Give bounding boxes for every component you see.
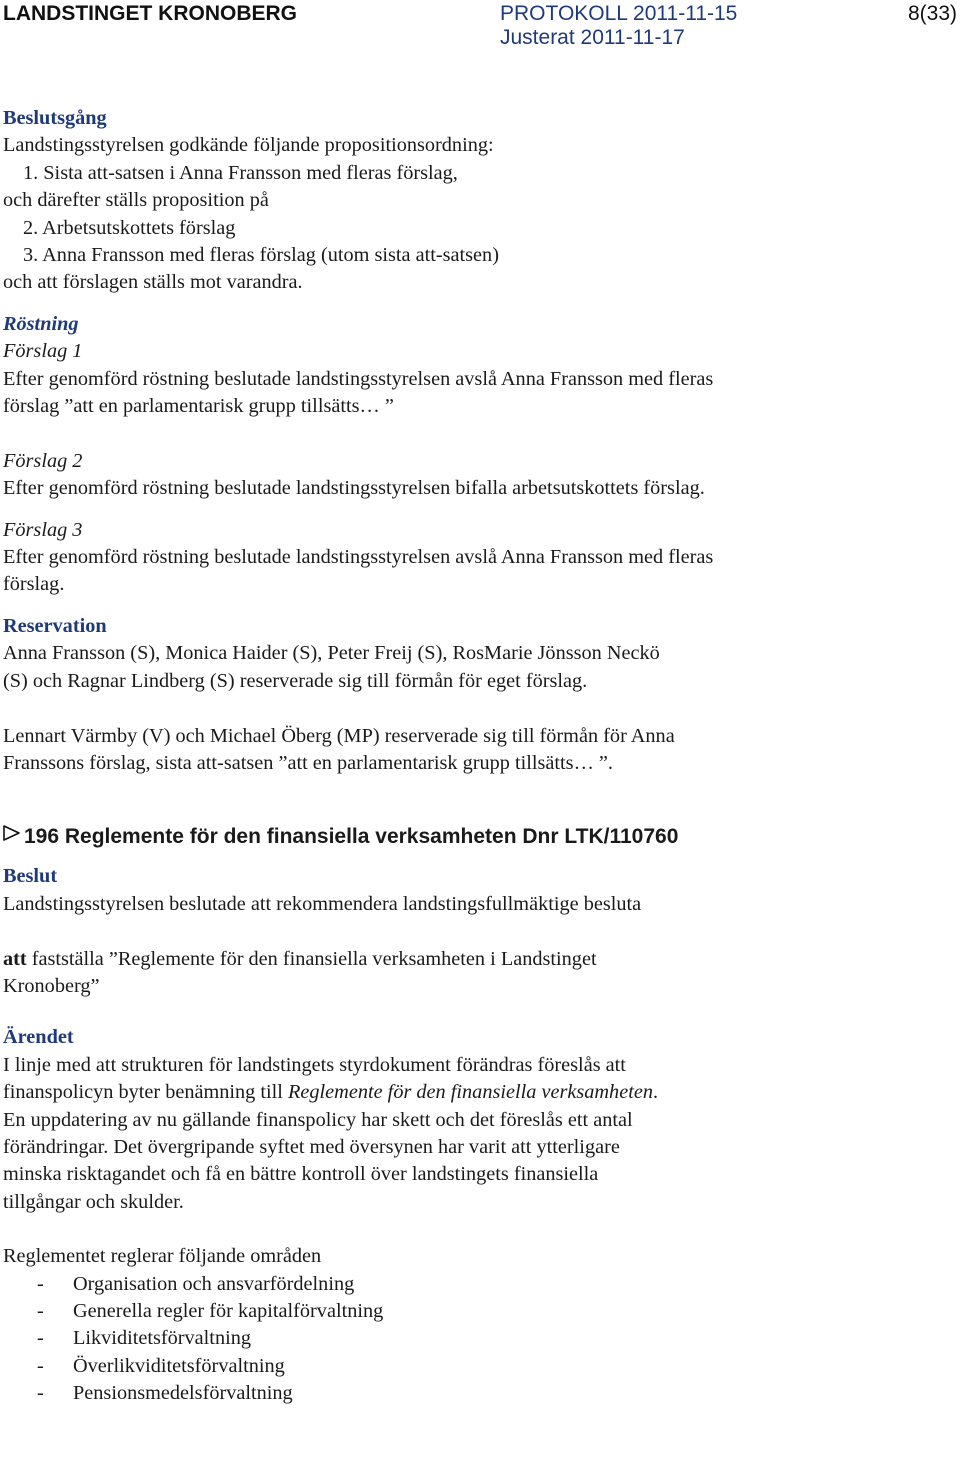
arendet-line-2-pre: finanspolicyn byter benämning till: [3, 1081, 289, 1104]
forslag-1-text-2: förslag ”att en parlamentarisk grupp tillsätts… ”: [3, 395, 394, 418]
rostning-heading: Röstning: [3, 312, 79, 335]
list-item: [3, 1353, 953, 1380]
reservation-p2-line-2: Franssons förslag, sista att-satsen ”att en parlamentarisk grupp tillsätts… ”.: [3, 751, 613, 774]
organization-name: LANDSTINGET KRONOBERG: [3, 2, 297, 25]
arendet-line-1: I linje med att strukturen för landstingets styrdokument förändras föreslås att: [3, 1053, 626, 1076]
list-item-label: Pensionsmedelsförvaltning: [73, 1382, 293, 1405]
forslag-3-text-1: Efter genomförd röstning beslutade landstingsstyrelsen avslå Anna Fransson med fleras: [3, 546, 714, 569]
proposition-item-3: 3. Anna Fransson med fleras förslag (utom sista att-satsen): [23, 244, 499, 267]
list-item: [3, 1271, 953, 1298]
forslag-2-title: Förslag 2: [3, 449, 83, 472]
forslag-2-text-1: Efter genomförd röstning beslutade landstingsstyrelsen bifalla arbetsutskottets förslag.: [3, 477, 705, 500]
spacer: [3, 420, 953, 447]
spacer: [3, 918, 953, 945]
beslutsgang-intro: Landstingsstyrelsen godkände följande propositionsordning:: [3, 134, 494, 157]
forslag-1-title: Förslag 1: [3, 340, 83, 363]
document-body: [3, 105, 953, 1408]
list-item-label: Generella regler för kapitalförvaltning: [73, 1299, 384, 1322]
reservation-p1-line-1: Anna Fransson (S), Monica Haider (S), Peter Freij (S), RosMarie Jönsson Neckö: [3, 642, 660, 665]
proposition-item-3-cont: och att förslagen ställs mot varandra.: [3, 271, 303, 294]
justerat-date: Justerat 2011-11-17: [500, 26, 685, 49]
att-word: att: [3, 947, 27, 970]
page-number: 8(33): [907, 2, 957, 25]
reservation-p1-line-2: (S) och Ragnar Lindberg (S) reserverade sig till förmån för eget förslag.: [3, 669, 588, 692]
reservation-p2-line-1: Lennart Värmby (V) och Michael Öberg (MP) reserverade sig till förmån för Anna: [3, 724, 675, 747]
list-item-label: Organisation och ansvarfördelning: [73, 1272, 355, 1295]
arendet-line-2-italic: Reglemente för den finansiella verksamheten: [288, 1081, 653, 1104]
dash-bullet: -: [37, 1272, 44, 1295]
list-item: [3, 1325, 953, 1352]
arendet-line-2: [3, 1079, 953, 1106]
arendet-line-6: tillgångar och skulder.: [3, 1190, 184, 1213]
protocol-date: PROTOKOLL 2011-11-15: [500, 2, 738, 25]
att-clause-line-1: [3, 946, 953, 973]
forslag-1-text-1: Efter genomförd röstning beslutade landstingsstyrelsen avslå Anna Fransson med fleras: [3, 367, 714, 390]
proposition-item-1-cont: och därefter ställs proposition på: [3, 189, 269, 212]
arendet-line-4: förändringar. Det övergripande syftet med översynen har varit att ytterligare: [3, 1135, 620, 1158]
list-item: [3, 1380, 953, 1407]
arendet-line-2-post: .: [652, 1081, 659, 1104]
dash-bullet: -: [37, 1354, 44, 1377]
arendet-heading: Ärendet: [3, 1026, 74, 1049]
spacer: [3, 695, 953, 722]
section-196-title-row: [3, 823, 953, 850]
list-item-label: Överlikviditetsförvaltning: [73, 1354, 285, 1377]
list-item-label: Likviditetsförvaltning: [73, 1327, 251, 1350]
dash-bullet: -: [37, 1327, 44, 1350]
beslut-text: Landstingsstyrelsen beslutade att rekommendera landstingsfullmäktige besluta: [3, 892, 642, 915]
arrow-right-icon: [3, 823, 21, 850]
proposition-item-2: 2. Arbetsutskottets förslag: [23, 216, 236, 239]
proposition-item-1: 1. Sista att-satsen i Anna Fransson med fleras förslag,: [23, 161, 458, 184]
forslag-3-title: Förslag 3: [3, 518, 83, 541]
reservation-heading: Reservation: [3, 614, 107, 637]
dash-bullet: -: [37, 1299, 44, 1322]
forslag-3-text-2: förslag.: [3, 573, 65, 596]
beslutsgang-heading: Beslutsgång: [3, 107, 107, 129]
section-196-title: 196 Reglemente för den finansiella verksamheten Dnr LTK/110760: [24, 825, 679, 849]
arendet-line-3: En uppdatering av nu gällande finanspolicy har skett och det föreslås ett antal: [3, 1108, 633, 1131]
list-item: [3, 1298, 953, 1325]
dash-bullet: -: [37, 1382, 44, 1405]
beslut-heading: Beslut: [3, 865, 58, 888]
att-clause-text: fastställa ”Reglemente för den finansiella verksamheten i Landstinget: [26, 947, 597, 970]
page-header: [0, 0, 960, 60]
att-clause-line-2: Kronoberg”: [3, 974, 100, 997]
omraden-intro: Reglementet reglerar följande områden: [3, 1245, 322, 1268]
arendet-line-5: minska risktagandet och få en bättre kontroll över landstingets finansiella: [3, 1163, 599, 1186]
